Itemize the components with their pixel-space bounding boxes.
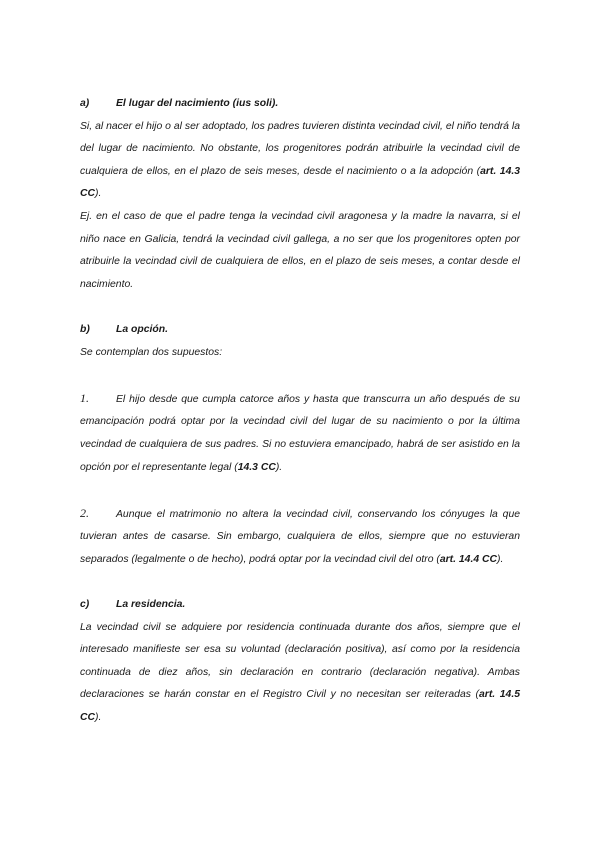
section-a-label: a) [80,98,90,109]
section-c-heading [80,594,520,617]
section-a-title: El lugar del nacimiento (ius soli). [116,98,279,109]
section-c-reference: art. 14.5 CC [80,689,521,724]
section-c-text-end: ). [95,712,102,724]
item-2-reference: art. 14.4 CC [439,553,498,565]
section-a-paragraph [80,116,520,206]
item-2-text-end: ). [497,553,504,565]
section-c-title: La residencia. [116,599,186,611]
section-b-item-1 [80,387,520,479]
item-2-number: 2. [80,505,89,520]
section-a-text-end: ). [95,188,102,200]
section-b-title: La opción. [116,323,168,335]
section-b-item-2 [80,502,520,572]
item-1-text: El hijo desde que cumpla catorce años y hasta que transcurra un año después de su emancipación podrá optar por la vecindad civil del lugar de su nacimiento o por la última vecindad de cualquiera de sus padres. Si no estuviera emancipado, habrá de ser asistido en la opción por el representante legal ( [80,393,520,473]
section-a-heading [80,93,520,116]
section-a-text: Si, al nacer el hijo o al ser adoptado, los padres tuvieren distinta vecindad civil, el niño tendrá la del lugar de nacimiento. No obstante, los progenitores podrán atribuirle la vecindad civil de cualquiera de ellos, en el plazo de seis meses, desde el nacimiento o a la adopción ( [80,120,520,177]
item-1-reference: 14.3 CC [237,461,276,473]
item-2-text: Aunque el matrimonio no altera la vecindad civil, conservando los cónyuges la que tuvieran antes de casarse. Sin embargo, cualquiera de ellos, siempre que no estuvieran separados (legalmente o de hecho), podrá optar por la vecindad civil del otro ( [80,508,520,565]
section-c-paragraph [80,617,520,730]
item-1-text-end: ). [275,461,283,473]
item-1-number: 1. [80,390,89,405]
section-a-example: Ej. en el caso de que el padre tenga la vecindad civil aragonesa y la madre la navarra, si el niño nace en Galicia, tendrá la vecindad civil gallega, a no ser que los progenitores opten por atribuirle la vecindad civil de cualquiera de ellos, en el plazo de seis meses, a contar desde el nacimiento. [80,210,520,290]
section-b-label: b) [80,323,90,335]
section-c-text: La vecindad civil se adquiere por residencia continuada durante dos años, siempre que el interesado manifieste ser esa su voluntad (declaración positiva), así como por la residencia continuada de diez años, sin declaración en contrario (declaración negativa). Ambas declaraciones se harán constar en el Registro Civil y no necesitan ser reiteradas ( [80,621,520,701]
section-b-heading [80,319,520,342]
section-a-reference: art. 14.3 CC [80,165,521,200]
section-c-label: c) [80,599,90,611]
section-b-intro: Se contemplan dos supuestos: [80,346,223,358]
